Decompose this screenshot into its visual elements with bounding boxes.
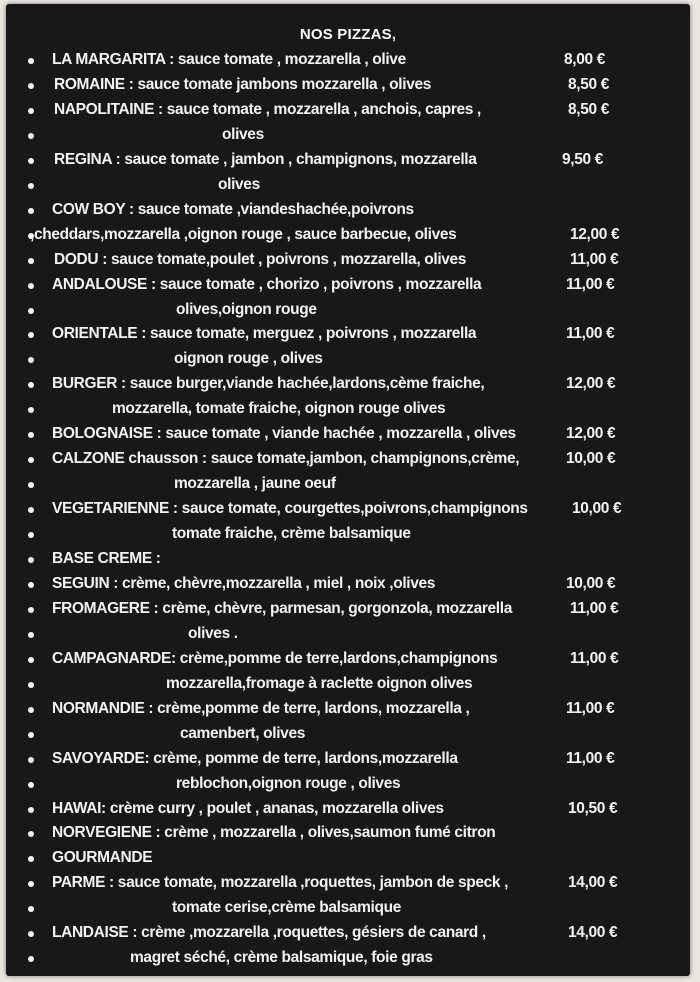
menu-line [6, 372, 690, 397]
menu-item-price: 12,00 € [570, 225, 620, 243]
bullet-icon [28, 856, 34, 862]
menu-item-text: CAMPAGNARDE: crème,pomme de terre,lardons,champignons [52, 649, 498, 667]
menu-item-price: 8,50 € [568, 100, 609, 118]
menu-item-text: CALZONE chausson : sauce tomate,jambon, champignons,crème, [52, 450, 520, 468]
menu-item-text: COW BOY : sauce tomate ,viandeshachée,poivrons [52, 200, 414, 218]
bullet-icon [28, 407, 34, 413]
bullet-icon [28, 457, 34, 463]
menu-line [6, 697, 690, 722]
menu-item-price: 10,00 € [566, 450, 616, 468]
menu-line [6, 522, 690, 547]
menu-line [6, 273, 690, 298]
bullet-icon [28, 757, 34, 763]
menu-item-text: DODU : sauce tomate,poulet , poivrons , mozzarella, olives [54, 250, 467, 268]
menu-line [6, 347, 690, 372]
menu-line [6, 397, 690, 422]
menu-item-text: ANDALOUSE : sauce tomate , chorizo , poivrons , mozzarella [52, 275, 482, 293]
bullet-icon [28, 607, 34, 613]
menu-item-price: 8,50 € [568, 75, 609, 93]
bullet-icon [28, 258, 34, 264]
menu-item-text: BOLOGNAISE : sauce tomate , viande hachée , mozzarella , olives [52, 425, 516, 443]
menu-item-text: NAPOLITAINE : sauce tomate , mozzarella , anchois, capres , [54, 100, 481, 118]
menu-item-text: olives . [188, 624, 238, 642]
bullet-icon [28, 657, 34, 663]
menu-line [6, 447, 690, 472]
menu-line [6, 547, 690, 572]
menu-line [6, 722, 690, 747]
menu-item-price: 9,50 € [562, 150, 603, 168]
bullet-icon [28, 782, 34, 788]
menu-item-price: 11,00 € [570, 250, 619, 268]
menu-line [6, 946, 690, 971]
bullet-icon [28, 881, 34, 887]
menu-item-price: 12,00 € [566, 425, 616, 443]
bullet-icon [28, 682, 34, 688]
bullet-icon [28, 707, 34, 713]
bullet-icon [28, 582, 34, 588]
bullet-icon [28, 831, 34, 837]
menu-line [6, 747, 690, 772]
menu-item-text: SEGUIN : crème, chèvre,mozzarella , miel , noix ,olives [52, 574, 436, 592]
bullet-icon [28, 906, 34, 912]
menu-item-price: 11,00 € [570, 649, 619, 667]
bullet-icon [28, 308, 34, 314]
menu-line [6, 647, 690, 672]
menu-line-empty [6, 971, 690, 976]
bullet-icon [28, 632, 34, 638]
menu-item-text: REGINA : sauce tomate , jambon , champignons, mozzarella [54, 150, 477, 168]
menu-line [6, 48, 690, 73]
bullet-icon [28, 732, 34, 738]
menu-item-text: LA MARGARITA : sauce tomate , mozzarella , olive [52, 51, 406, 68]
menu-item-text: HAWAI: crème curry , poulet , ananas, mozzarella olives [52, 799, 444, 817]
menu-item-price: 11,00 € [570, 599, 619, 617]
menu-item-text: oignon rouge , olives [174, 350, 323, 368]
menu-item-price: 14,00 € [568, 874, 618, 892]
menu-item-price: 12,00 € [566, 375, 616, 393]
bullet-icon [28, 507, 34, 513]
bullet-icon [28, 956, 34, 962]
bullet-icon [28, 133, 34, 139]
menu-item-text: SAVOYARDE: crème, pomme de terre, lardons,mozzarella [52, 749, 458, 767]
menu-line [6, 672, 690, 697]
menu-item-text: PARME : sauce tomate, mozzarella ,roquettes, jambon de speck , [52, 874, 509, 892]
bullet-icon [28, 58, 34, 64]
menu-item-price: 11,00 € [566, 325, 615, 343]
menu-item-text: NORVEGIENE : crème , mozzarella , olives,saumon fumé citron [52, 824, 496, 842]
bullet-icon [28, 208, 34, 214]
menu-line [6, 896, 690, 921]
bullet-icon [28, 432, 34, 438]
bullet-icon [28, 557, 34, 563]
menu-item-price: 11,00 € [566, 749, 615, 767]
menu-item-price: 8,00 € [564, 51, 605, 68]
bullet-icon [28, 357, 34, 363]
menu-line [6, 772, 690, 797]
menu-item-text: reblochon,oignon rouge , olives [176, 774, 401, 792]
menu-item-text: magret séché, crème balsamique, foie gras [130, 949, 433, 967]
menu-line [6, 322, 690, 347]
menu-line [6, 797, 690, 822]
menu-item-price: 11,00 € [566, 699, 615, 717]
menu-item-text: olives,oignon rouge [176, 300, 317, 318]
menu-line [6, 821, 690, 846]
menu-line [6, 422, 690, 447]
menu-item-text: ROMAINE : sauce tomate jambons mozzarella , olives [54, 75, 432, 93]
menu-line [6, 572, 690, 597]
menu-item-price: 10,00 € [572, 500, 622, 518]
menu-line [6, 472, 690, 497]
menu-item-text: olives [222, 125, 264, 143]
bullet-icon [28, 283, 34, 289]
menu-item-text: tomate cerise,crème balsamique [172, 899, 402, 917]
menu-line [6, 497, 690, 522]
menu-line [6, 597, 690, 622]
bullet-icon [28, 807, 34, 813]
menu-item-text: FROMAGERE : crème, chèvre, parmesan, gorgonzola, mozzarella [52, 599, 512, 617]
menu-item-text: camenbert, olives [180, 724, 305, 742]
menu-item-text: BURGER : sauce burger,viande hachée,lardons,cème fraiche, [52, 375, 485, 393]
bullet-icon [28, 332, 34, 338]
menu-item-text: mozzarella , jaune oeuf [174, 475, 336, 493]
menu-line [6, 123, 690, 148]
menu-item-text: BASE CREME : [52, 550, 161, 567]
menu-item-text: LANDAISE : crème ,mozzarella ,roquettes, gésiers de canard , [52, 924, 486, 942]
menu-line [6, 248, 690, 273]
menu-line [6, 846, 690, 871]
bullet-icon [28, 482, 34, 488]
menu-item-price: 11,00 € [566, 275, 615, 293]
bullet-icon [28, 83, 34, 89]
menu-item-price: 10,00 € [566, 574, 616, 592]
menu-item-text: ORIENTALE : sauce tomate, merguez , poivrons , mozzarella [52, 325, 477, 343]
menu-line [6, 198, 690, 223]
bullet-icon [28, 158, 34, 164]
menu-line [6, 73, 690, 98]
menu-item-text: mozzarella, tomate fraiche, oignon rouge olives [112, 400, 446, 418]
menu-item-text: tomate fraiche, crème balsamique [172, 525, 411, 543]
menu-line [6, 148, 690, 173]
menu-item-text: GOURMANDE [52, 849, 153, 867]
bullet-icon [28, 532, 34, 538]
menu-item-text: ,cheddars,mozzarella ,oignon rouge , sauce barbecue, olives [30, 225, 457, 243]
menu-line [6, 98, 690, 123]
menu-line [6, 173, 690, 198]
menu-line [6, 622, 690, 647]
bullet-icon [28, 382, 34, 388]
menu-line [6, 298, 690, 323]
menu-item-price: 10,50 € [568, 799, 618, 817]
bullet-icon [28, 108, 34, 114]
menu-item-price: 14,00 € [568, 924, 618, 942]
menu-item-text: NORMANDIE : crème,pomme de terre, lardons, mozzarella , [52, 699, 470, 717]
bullet-icon [28, 931, 34, 937]
menu-item-text: VEGETARIENNE : sauce tomate, courgettes,poivrons,champignons [52, 500, 528, 518]
menu-line [6, 223, 690, 248]
menu-line [6, 871, 690, 896]
bullet-icon [28, 183, 34, 189]
menu-item-text: mozzarella,fromage à raclette oignon olives [166, 674, 473, 692]
menu-line [6, 921, 690, 946]
menu-title: NOS PIZZAS, [299, 26, 397, 43]
menu-item-text: olives [218, 175, 260, 193]
menu-card [6, 4, 690, 976]
